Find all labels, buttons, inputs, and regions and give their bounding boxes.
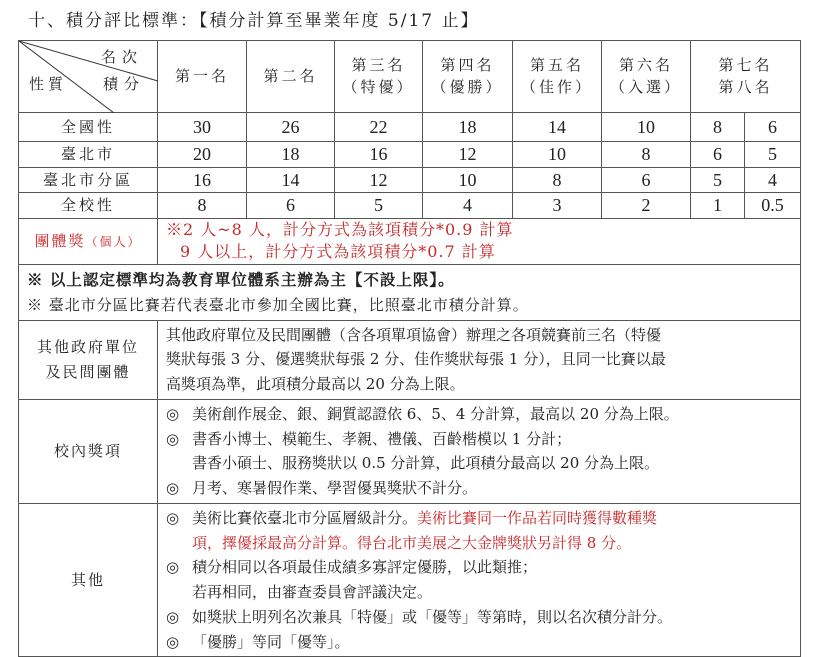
section-content-other [158, 503, 801, 657]
col-header-4: 第四名 （優勝） [423, 41, 513, 113]
corner-type-label: 性質 [29, 75, 68, 94]
score-cell: 10 [513, 142, 602, 168]
double-circle-icon: ◎ [166, 558, 180, 577]
notes-row [19, 264, 801, 320]
list-item-continuation-red: 項，擇優採最高分計算。得台北市美展之大金牌獎狀另計得 8 分。 [192, 533, 632, 552]
section-label-school: 校內獎項 [19, 399, 158, 503]
list-item: ◎ 美術創作展金、銀、銅質認證依 6、5、4 分計算，最高以 20 分為上限。 [166, 402, 792, 427]
corner-score-label: 積分 [102, 75, 145, 94]
group-award-row [19, 219, 801, 265]
col-header-7-8: 第七名 第八名 [691, 41, 801, 113]
notes-cell [19, 264, 801, 320]
score-cell: 6 [691, 142, 745, 168]
score-cell: 6 [745, 113, 801, 142]
list-item: ◎ 如獎狀上明列名次兼具「特優」或「優等」等第時，則以名次積分計分。 [166, 605, 792, 630]
group-award-rule-2: 9 人以上，計分方式為該項積分*0.7 計算 [180, 242, 496, 262]
score-cell: 14 [247, 168, 335, 193]
section-content-school [158, 399, 801, 503]
section-row-other [19, 503, 801, 657]
section-row-school [19, 399, 801, 503]
double-circle-icon: ◎ [166, 429, 180, 448]
col-header-5: 第五名 （佳作） [513, 41, 602, 113]
score-cell: 16 [158, 168, 247, 193]
header-row [19, 41, 801, 113]
score-cell: 6 [247, 193, 335, 219]
score-cell: 3 [513, 193, 602, 219]
double-circle-icon: ◎ [166, 479, 180, 498]
list-item: ◎ 美術比賽依臺北市分區層級計分。美術比賽同一作品若同時獲得數種獎 [166, 506, 792, 531]
score-cell: 12 [423, 142, 513, 168]
score-cell: 5 [745, 142, 801, 168]
corner-header-cell [19, 41, 158, 113]
score-cell: 10 [423, 168, 513, 193]
list-item: ◎ 「優勝」等同「優等」。 [166, 630, 792, 655]
score-cell: 8 [158, 193, 247, 219]
list-item: ◎ 月考、寒暑假作業、學習優異獎狀不計分。 [166, 476, 792, 501]
score-cell: 22 [335, 113, 423, 142]
score-cell: 5 [335, 193, 423, 219]
section-row-gov [19, 320, 801, 399]
score-cell: 20 [158, 142, 247, 168]
section-label-other: 其他 [19, 503, 158, 657]
score-cell: 8 [513, 168, 602, 193]
table-row [19, 142, 801, 168]
table-row [19, 168, 801, 193]
score-cell: 26 [247, 113, 335, 142]
scoring-table [18, 40, 801, 657]
score-cell: 14 [513, 113, 602, 142]
score-cell: 6 [602, 168, 691, 193]
score-cell: 5 [691, 168, 745, 193]
score-cell: 8 [602, 142, 691, 168]
col-header-1: 第一名 [158, 41, 247, 113]
group-award-label: 團體獎（個人） [19, 219, 158, 265]
score-cell: 2 [602, 193, 691, 219]
row-label: 臺北市 [19, 142, 158, 168]
score-cell: 8 [691, 113, 745, 142]
score-cell: 4 [745, 168, 801, 193]
score-cell: 4 [423, 193, 513, 219]
list-item: ◎ 書香小博士、模範生、孝親、禮儀、百齡楷模以 1 分計； [166, 427, 792, 452]
note-1: ※ 以上認定標準均為教育單位體系主辦為主【不設上限】。 [27, 269, 455, 289]
score-cell: 16 [335, 142, 423, 168]
col-header-2: 第二名 [247, 41, 335, 113]
note-2: ※ 臺北市分區比賽若代表臺北市參加全國比賽，比照臺北市積分計算。 [27, 295, 529, 314]
double-circle-icon: ◎ [166, 607, 180, 626]
corner-rank-label: 名次 [100, 48, 143, 66]
section-content-gov: 其他政府單位及民間團體（含各項單項協會）辦理之各項競賽前三名（特優 獎狀每張 3 分、優選獎狀每張 2 分、佳作獎狀每張 1 分），且同一比賽以最 高獎項為準，此項積分最高以 20 分為上限。 [158, 320, 801, 399]
score-cell: 18 [247, 142, 335, 168]
table-row [19, 113, 801, 142]
list-item-continuation: 書香小碩士、服務獎狀以 0.5 分計算，此項積分最高以 20 分為上限。 [192, 454, 660, 473]
group-award-rule-1: ※2 人~8 人，計分方式為該項積分*0.9 計算 [166, 220, 514, 239]
section-label-gov: 其他政府單位 及民間團體 [19, 320, 158, 399]
list-item: ◎ 積分相同以各項最佳成績多寡評定優勝，以此類推； [166, 555, 792, 580]
col-header-6: 第六名 （入選） [602, 41, 691, 113]
score-cell: 30 [158, 113, 247, 142]
row-label: 臺北市分區 [19, 168, 158, 193]
row-label: 全校性 [19, 193, 158, 219]
double-circle-icon: ◎ [166, 632, 180, 651]
group-award-rules [158, 219, 801, 265]
section-title: 十、積分評比標準：【積分計算至畢業年度 5/17 止】 [28, 11, 480, 31]
score-cell: 18 [423, 113, 513, 142]
double-circle-icon: ◎ [166, 508, 180, 527]
score-cell: 0.5 [745, 193, 801, 219]
score-cell: 10 [602, 113, 691, 142]
double-circle-icon: ◎ [166, 404, 180, 423]
score-cell: 1 [691, 193, 745, 219]
score-cell: 12 [335, 168, 423, 193]
row-label: 全國性 [19, 113, 158, 142]
col-header-3: 第三名 （特優） [335, 41, 423, 113]
table-row [19, 193, 801, 219]
list-item-continuation: 若再相同，由審查委員會評議決定。 [192, 583, 433, 602]
